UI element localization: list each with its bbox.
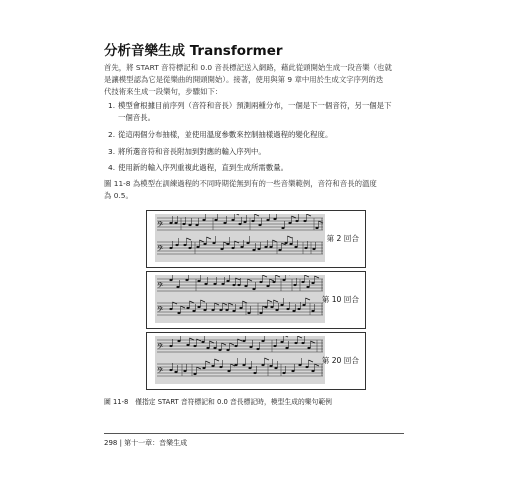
figure-panel-epoch-20: [146, 332, 366, 390]
list-item: [108, 129, 420, 141]
intro-line: 代技術來生成一段樂句，步驟如下：: [104, 87, 223, 96]
figure-intro-paragraph: [104, 178, 420, 202]
step-number: 4.: [108, 163, 116, 172]
footer-divider: [104, 433, 404, 434]
intro-line: 首先，將 START 音符標記和 0.0 音長標記送入網路，藉此從頭開始生成一段音樂（也就: [104, 63, 392, 72]
svg-text:𝄢: 𝄢: [157, 343, 164, 354]
sheet-music-image: [155, 275, 325, 323]
step-number: 2.: [108, 130, 116, 139]
svg-text:𝄢: 𝄢: [157, 367, 164, 378]
svg-text:𝄢: 𝄢: [157, 245, 164, 256]
sheet-music-image: [155, 336, 325, 384]
step-text: 使用新的輸入序列重複此過程，直到生成所需數量。: [118, 163, 288, 172]
svg-text:𝄢: 𝄢: [157, 221, 164, 232]
figure-label: 第 2 回合: [326, 234, 359, 243]
figure-label: 第 10 回合: [321, 295, 359, 304]
figure-caption: 圖 11-8 僅指定 START 音符標記和 0.0 音長標記時，模型生成的樂句範例: [104, 398, 332, 406]
intro-paragraph: [104, 62, 420, 98]
step-text: 從這兩個分布抽樣，並使用溫度參數來控制抽樣過程的變化程度。: [118, 130, 333, 139]
step-text: 一個音長。: [118, 113, 155, 122]
figure-intro-line: 圖 11-8 為模型在訓練過程的不同時期從無到有的一些音樂範例，音符和音長的溫度: [104, 179, 377, 188]
figure-label: 第 20 回合: [321, 356, 359, 365]
list-item: [108, 146, 420, 158]
list-item: [108, 162, 420, 174]
step-text: 模型會根據目前序列（音符和音長）預測兩種分布，一個是下一個音符，另一個是下: [118, 101, 392, 110]
sheet-music-image: [155, 214, 325, 262]
figure-panel-epoch-2: [146, 210, 366, 268]
step-number: 3.: [108, 147, 116, 156]
list-item: [108, 100, 420, 124]
figure-intro-line: 為 0.5。: [104, 191, 133, 200]
step-text: 將所選音符和音長附加到對應的輸入序列中。: [118, 147, 266, 156]
steps-list: [108, 100, 420, 180]
figure-panel-epoch-10: [146, 271, 366, 329]
page-footer: 298 | 第十一章：音樂生成: [104, 439, 188, 447]
step-number: 1.: [108, 101, 116, 110]
svg-text:𝄢: 𝄢: [157, 306, 164, 317]
page-title: 分析音樂生成 Transformer: [104, 43, 283, 59]
svg-text:𝄢: 𝄢: [157, 282, 164, 293]
intro-line: 是讓模型認為它是從樂曲的開頭開始）。接著，使用與第 9 章中用於生成文字序列的迭: [104, 75, 384, 84]
